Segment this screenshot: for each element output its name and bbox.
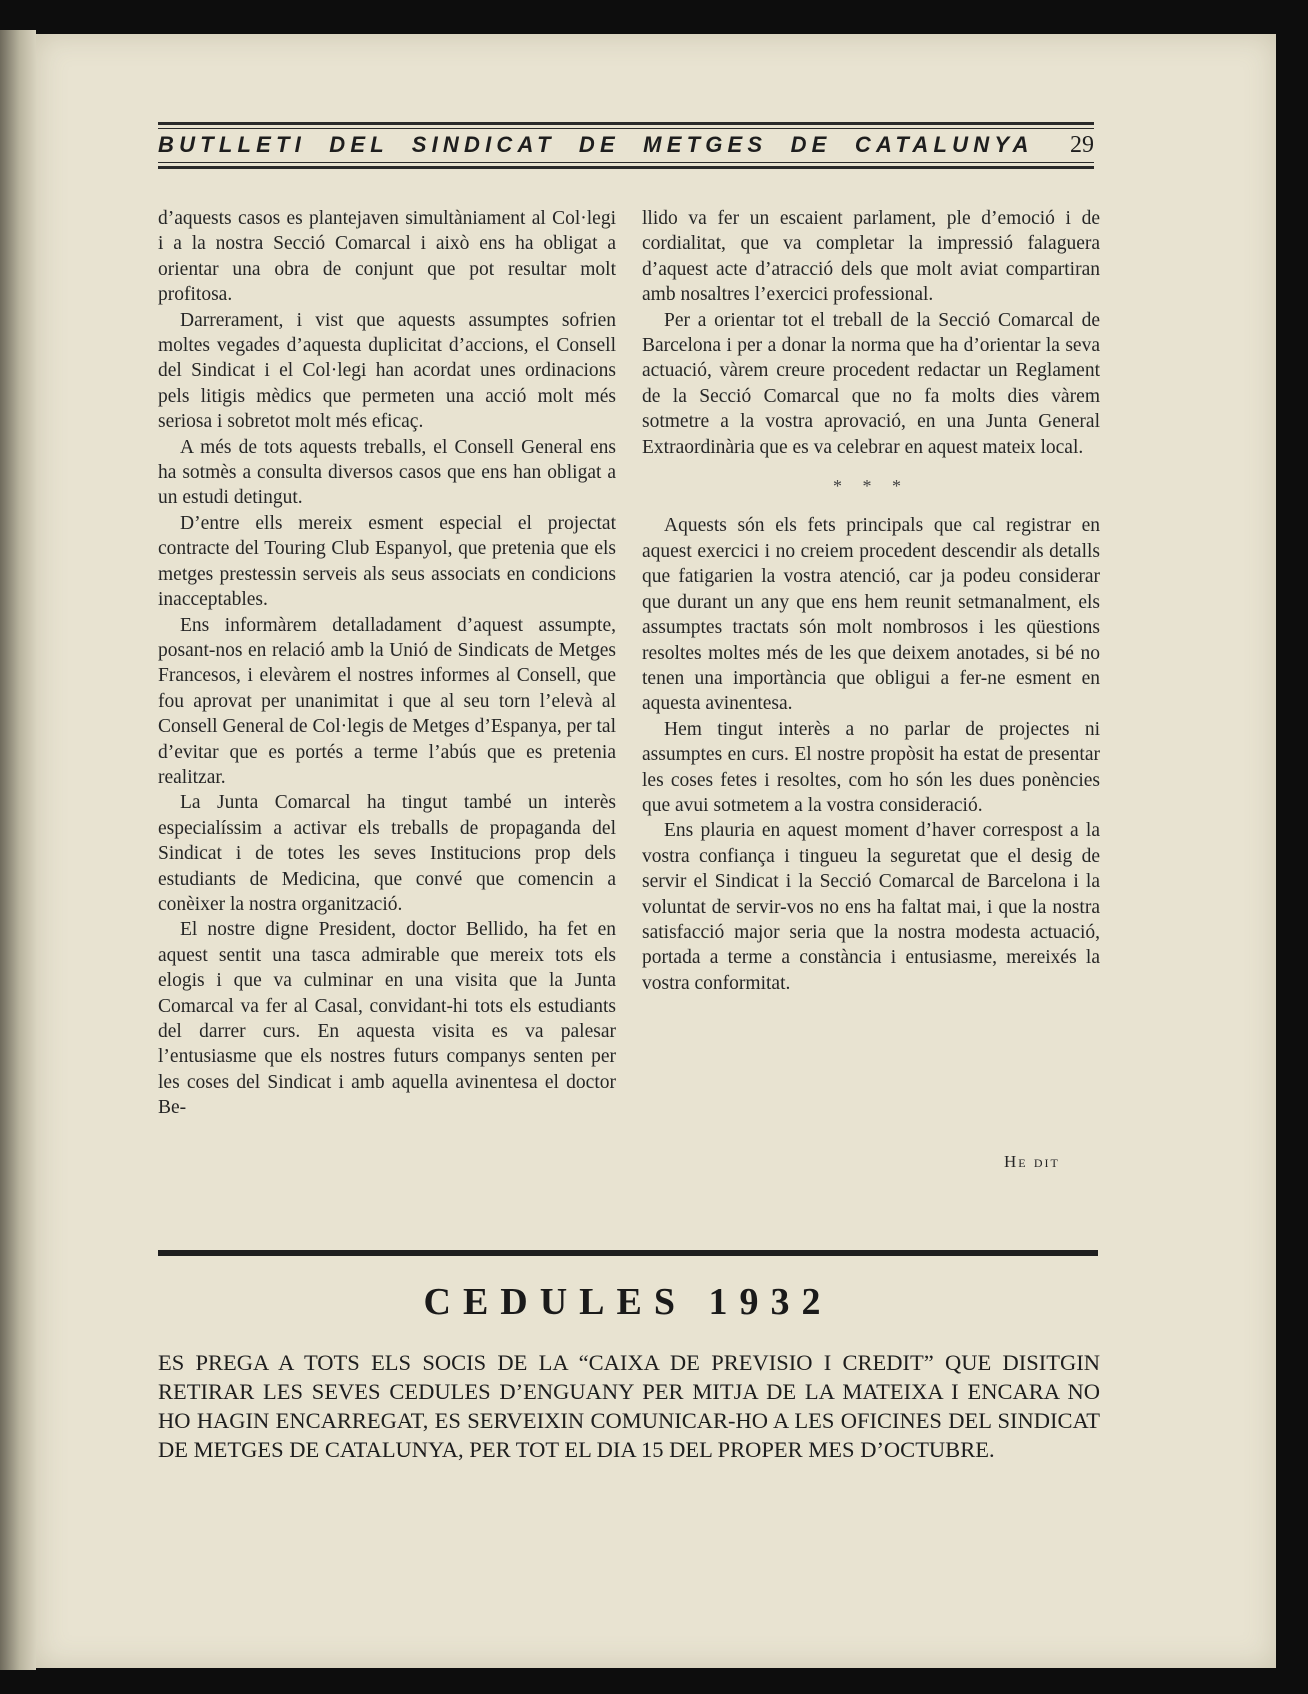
page-number: 29 (1070, 132, 1094, 158)
notice-text: ES PREGA A TOTS ELS SOCIS DE LA “CAIXA DE PREVISIO I CREDIT” QUE DISITGIN RETIRAR LES SEVES CEDULES D’ENGUANY PER MITJA DE LA MATEIXA I ENCARA NO HO HAGIN ENCARREGAT, ES SERVEIXIN COMUNICAR-HO A LES OFICINES DEL SINDICAT DE METGES DE CATALUNYA, PER TOT EL DIA 15 DEL PROPER MES D’OCTUBRE. (158, 1350, 1100, 1462)
header-rule-top (158, 122, 1094, 125)
paragraph: d’aquests casos es plantejaven simultàniament al Col·legi i a la nostra Secció Comarcal i això ens ha obligat a orientar una obra de conjunt que pot resultar molt profitosa. (158, 208, 616, 306)
paragraph: Ens informàrem detalladament d’aquest assumpte, posant-nos en relació amb la Unió de Sindicats de Metges Francesos, i elevàrem el nostres informes al Consell, que fou aprovat per unanimitat i que al seu torn l’elevà al Consell General de Col·legis de Metges d’Espanya, per tal d’evitar que es portés a terme l’abús que es pretenia realitzar. (158, 614, 616, 788)
paragraph: D’entre ells mereix esment especial el projectat contracte del Touring Club Espanyol, que pretenia que els metges prestessin serveis als seus associats en condicions inacceptables. (158, 512, 616, 611)
header-rule-top-thin (158, 128, 1094, 129)
signature: He dit (1004, 1152, 1060, 1171)
section-divider-rule (158, 1250, 1098, 1256)
left-column (158, 206, 616, 1121)
paragraph: Hem tingut interès a no parlar de projectes ni assumptes en curs. El nostre propòsit ha estat de presentar les coses fetes i resoltes, com ho són les dues ponències que avui sotmetem a la vostra consideració. (642, 718, 1100, 816)
paragraph: Darrerament, i vist que aquests assumptes sofrien moltes vegades d’aquesta duplicitat d’accions, el Consell del Sindicat i el Col·legi han acordat unes ordinacions pels litigis mèdics que permeten una acció molt més seriosa i sobretot molt més eficaç. (158, 309, 616, 433)
right-column (642, 206, 1100, 996)
paragraph: Per a orientar tot el treball de la Secció Comarcal de Barcelona i per a donar la norma que ha d’orientar la seva actuació, vàrem creure procedent redactar un Reglament de la Secció Comarcal que no fa molts dies vàrem sotmetre a la vostra aprovació, en una Junta General Extraordinària que es va celebrar en aquest mateix local. (642, 309, 1100, 458)
paragraph: A més de tots aquests treballs, el Consell General ens ha sotmès a consulta diversos casos que ens han obligat a un estudi detingut. (158, 436, 616, 509)
section-title: CEDULES 1932 (423, 1281, 833, 1323)
paragraph: Ens plauria en aquest moment d’haver correspost a la vostra confiança i tingueu la seguretat que el desig de servir el Sindicat i la Secció Comarcal de Barcelona i la voluntat de servir-vos no ens ha faltat mai, i que la nostra satisfacció major seria que la nostra modesta actuació, portada a terme a constància i entusiasme, mereixés la vostra conformitat. (642, 820, 1100, 994)
section-separator: * * * (833, 476, 909, 497)
running-header (158, 122, 1094, 176)
paragraph: El nostre digne President, doctor Bellido, ha fet en aquest sentit una tasca admirable que mereix tots els elogis i que va culminar en una visita que la Junta Comarcal va fer al Casal, convidant-hi tots els estudiants del darrer curs. En aquesta visita es va palesar l’entusiasme que els nostres futurs companys senten per les coses del Sindicat i amb aquella avinentesa el doctor Be- (158, 919, 616, 1119)
running-title: BUTLLETI DEL SINDICAT DE METGES DE CATALUNYA (158, 132, 1034, 157)
paragraph: La Junta Comarcal ha tingut també un interès especialíssim a activar els treballs de propaganda del Sindicat i de totes les seves Institucions prop dels estudiants de Medicina, que convé que comencin a conèixer la nostra organització. (158, 792, 616, 915)
paragraph: llido va fer un escaient parlament, ple d’emoció i de cordialitat, que va completar la impressió falaguera d’aquest acte d’atracció dels que molt aviat compartiran amb nosaltres l’exercici professional. (642, 208, 1100, 306)
header-rule-bottom-thin (158, 162, 1094, 163)
book-spine-shadow (0, 30, 36, 1670)
header-rule-bottom (158, 166, 1094, 169)
paragraph: Aquests són els fets principals que cal registrar en aquest exercici i no creiem procedent descendir als detalls que fatigarien la vostra atenció, car ja podeu considerar que durant un any que ens hem reunit setmanalment, els assumptes tractats són molt nombrosos i les qüestions resoltes moltes més de les que deixem anotades, si bé no tenen una importància que obligui a fer-ne esment en aquesta avinentesa. (642, 515, 1100, 715)
